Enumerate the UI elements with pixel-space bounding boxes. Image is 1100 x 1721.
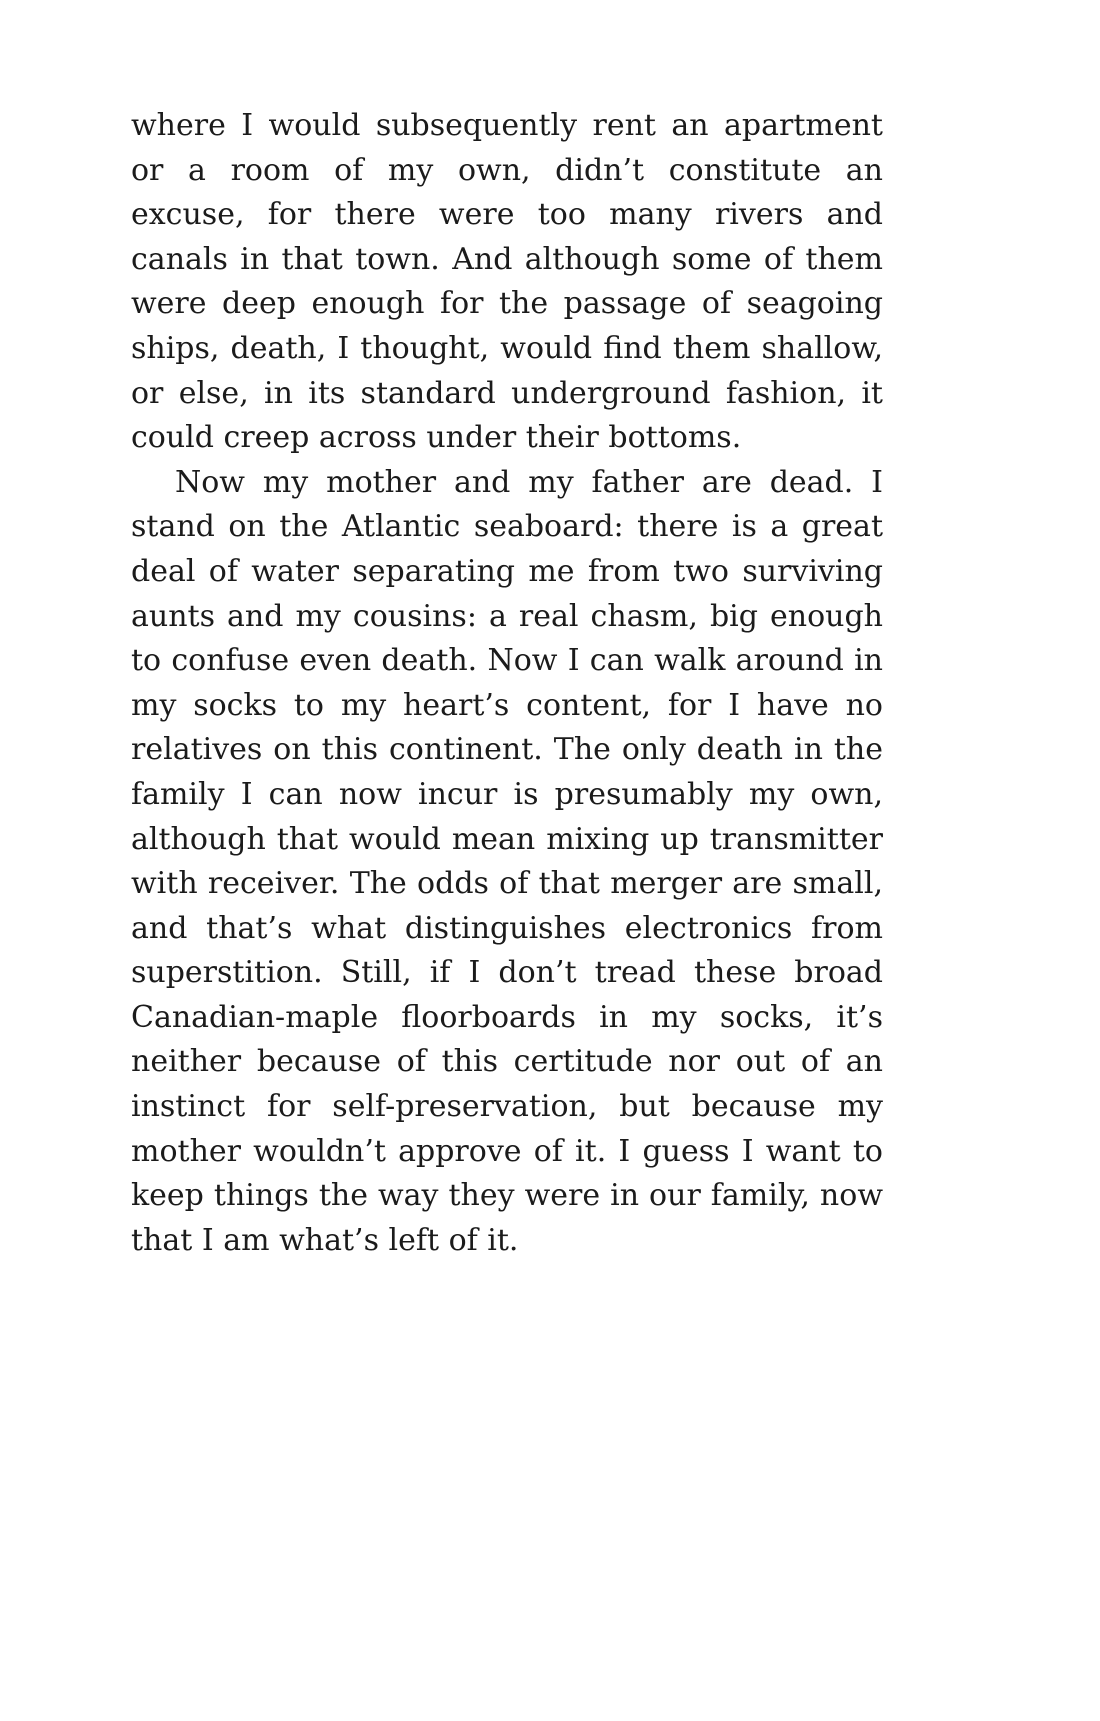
- paragraph-continuation: where I would subsequently rent an apartment or a room of my own, didn’t constitute an excuse, for there were too many rivers and canals in that town. And although some of them were deep enough for the passage of seagoing ships, death, I thought, would find them shallow, or else, in its standard underground fashion, it could creep across under their bottoms.: [131, 108, 883, 456]
- page-text: [131, 104, 883, 1263]
- paragraph-second: Now my mother and my father are dead. I stand on the Atlantic seaboard: there is a great deal of water separating me from two surviving aunts and my cousins: a real chasm, big enough to confuse even death. Now I can walk around in my socks to my heart’s content, for I have no relatives on this continent. The only death in the family I can now incur is presumably my own, although that would mean mixing up transmitter with receiver. The odds of that merger are small, and that’s what distinguishes electronics from superstition. Still, if I don’t tread these broad Canadian-maple floorboards in my socks, it’s neither because of this certitude nor out of an instinct for self-preservation, but because my mother wouldn’t approve of it. I guess I want to keep things the way they were in our family, now that I am what’s left of it.: [131, 464, 883, 1258]
